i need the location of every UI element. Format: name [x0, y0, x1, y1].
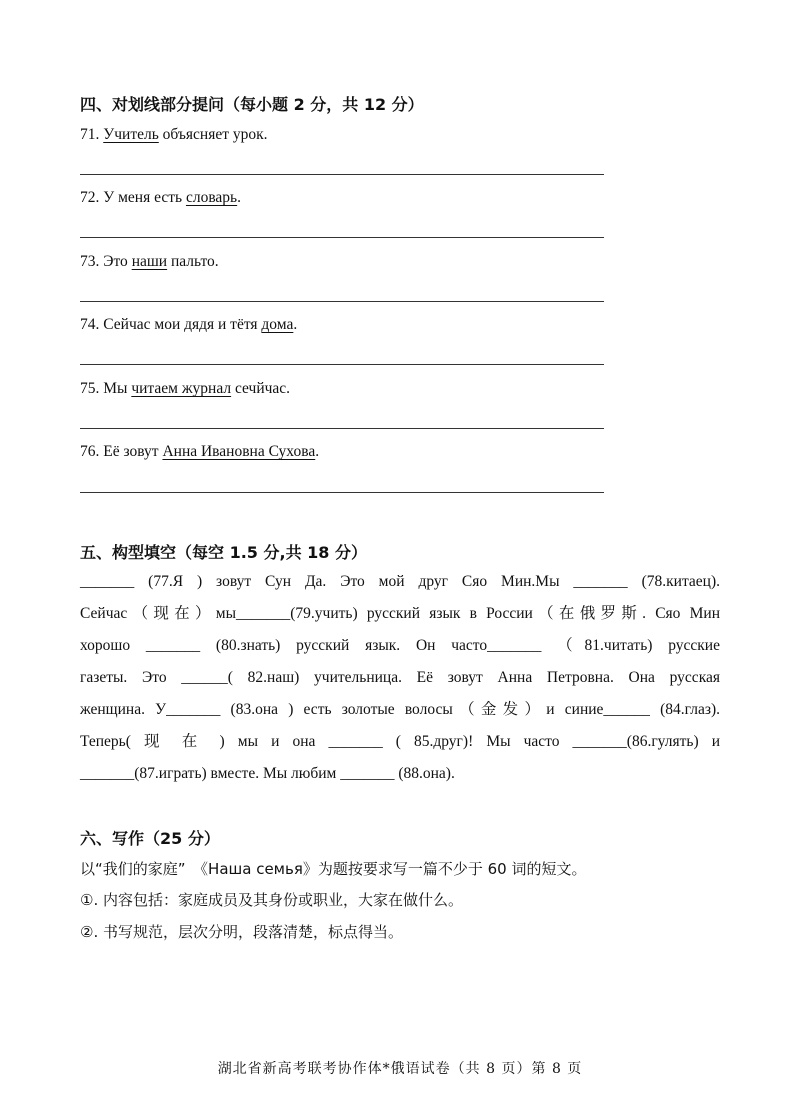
- question-number: 76.: [80, 443, 100, 460]
- cloze-line-1: _______ (77.Я ) зовут Сун Да. Это мой друг Сяо Мин.Мы _______ (78.китаец).: [80, 573, 720, 590]
- underlined-part: Учитель: [103, 126, 159, 143]
- question-74: [80, 316, 297, 334]
- question-number: 72.: [80, 189, 100, 206]
- question-text-before: Это: [103, 253, 132, 270]
- question-text-before: Мы: [103, 380, 132, 397]
- question-text-after: объясняет урок.: [158, 126, 268, 143]
- question-75: [80, 380, 290, 398]
- section-4-heading: 四、对划线部分提问（每小题 2 分，共 12 分）: [80, 95, 424, 114]
- question-72: [80, 189, 241, 207]
- cloze-line-7: _______(87.играть) вместе. Мы любим _______ (88.она).: [80, 765, 455, 782]
- question-76: [80, 443, 319, 461]
- answer-line-72: [80, 237, 604, 238]
- underlined-part: читаем журнал: [131, 380, 232, 397]
- cloze-line-5: женщина. У_______ (83.она ) есть золотые волосы（金发）и синие______ (84.глаз).: [80, 701, 720, 718]
- cloze-line-3: хорошо _______ (80.знать) русский язык. Он часто_______ （81.читать) русские: [80, 637, 720, 654]
- underlined-part: наши: [131, 253, 168, 270]
- underlined-part: дома: [261, 316, 294, 333]
- underlined-part: словарь: [185, 189, 238, 206]
- question-text-after: пальто.: [167, 253, 219, 270]
- question-number: 73.: [80, 253, 100, 270]
- question-text-after: .: [237, 189, 242, 206]
- answer-line-76: [80, 492, 604, 493]
- question-text-before: У меня есть: [103, 189, 186, 206]
- cloze-line-6: Теперь( 现 在 ) мы и она _______ ( 85.друг)! Мы часто _______(86.гулять) и: [80, 733, 720, 750]
- section-6-heading: 六、写作（25 分）: [80, 829, 220, 848]
- question-number: 71.: [80, 126, 100, 143]
- question-text-after: сечйчас.: [231, 380, 291, 397]
- cloze-line-4: газеты. Это ______( 82.наш) учительница. Её зовут Анна Петровна. Она русская: [80, 669, 720, 686]
- answer-line-71: [80, 174, 604, 175]
- section-5-heading: 五、构型填空（每空 1.5 分,共 18 分）: [80, 543, 367, 562]
- answer-line-73: [80, 301, 604, 302]
- writing-requirement-2: ②. 书写规范，层次分明，段落清楚，标点得当。: [80, 923, 403, 941]
- question-text-after: .: [293, 316, 298, 333]
- question-number: 74.: [80, 316, 100, 333]
- answer-line-75: [80, 428, 604, 429]
- writing-prompt: 以“我们的家庭” 《Наша семья》为题按要求写一篇不少于 60 词的短文。: [80, 860, 587, 878]
- question-73: [80, 253, 219, 271]
- question-number: 75.: [80, 380, 100, 397]
- answer-line-74: [80, 364, 604, 365]
- question-text-before: Сейчас мои дядя и тётя: [103, 316, 262, 333]
- question-71: [80, 126, 268, 144]
- cloze-line-2: Сейчас（现在）мы_______(79.учить) русский язык в России（在俄罗斯. Сяо Мин: [80, 605, 720, 622]
- page-footer: 湖北省新高考联考协作体*俄语试卷（共 8 页）第 8 页: [217, 1061, 583, 1077]
- underlined-part: Анна Ивановна Сухова: [162, 443, 316, 460]
- writing-requirement-1: ①. 内容包括：家庭成员及其身份或职业，大家在做什么。: [80, 891, 463, 909]
- question-text-before: Её зовут: [103, 443, 163, 460]
- question-text-after: .: [315, 443, 320, 460]
